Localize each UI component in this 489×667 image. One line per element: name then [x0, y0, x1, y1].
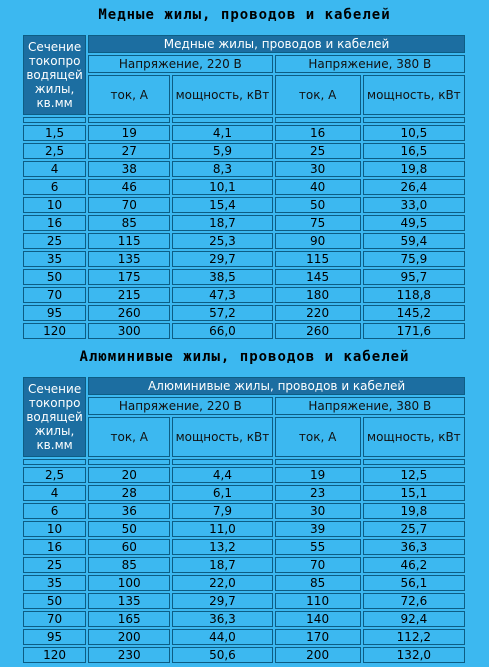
power-380-header: мощность, кВт [363, 417, 465, 457]
table-row [23, 179, 465, 195]
cell-current-220: 20 [88, 467, 170, 483]
cell-current-220: 85 [88, 215, 170, 231]
cell-power-220: 13,2 [172, 539, 272, 555]
cell-current-380: 145 [275, 269, 361, 285]
cell-current-380: 260 [275, 323, 361, 339]
voltage-380-header: Напряжение, 380 В [275, 397, 465, 415]
cell-current-380: 220 [275, 305, 361, 321]
cell-section: 2,5 [23, 143, 86, 159]
cell-current-220: 46 [88, 179, 170, 195]
cell-section: 35 [23, 575, 86, 591]
cell-power-220: 18,7 [172, 557, 272, 573]
aluminum-table [21, 375, 467, 665]
cell-power-220: 10,1 [172, 179, 272, 195]
cell-power-380: 26,4 [363, 179, 465, 195]
cell-current-220: 135 [88, 593, 170, 609]
cell-section: 10 [23, 521, 86, 537]
cell-section: 120 [23, 647, 86, 663]
cell-current-220: 70 [88, 197, 170, 213]
copper-table [21, 33, 467, 341]
table-row [23, 503, 465, 519]
cell-power-380: 118,8 [363, 287, 465, 303]
cell-power-220: 8,3 [172, 161, 272, 177]
cell-power-220: 18,7 [172, 215, 272, 231]
voltage-220-header: Напряжение, 220 В [88, 397, 272, 415]
cell-current-380: 115 [275, 251, 361, 267]
cell-power-380: 56,1 [363, 575, 465, 591]
cell-current-220: 215 [88, 287, 170, 303]
cell-section: 1,5 [23, 125, 86, 141]
cell-power-380: 36,3 [363, 539, 465, 555]
cell-section: 6 [23, 179, 86, 195]
table-row [23, 557, 465, 573]
cell-current-380: 30 [275, 503, 361, 519]
cell-current-380: 85 [275, 575, 361, 591]
table-row [23, 467, 465, 483]
power-220-header: мощность, кВт [172, 417, 272, 457]
cell-current-380: 40 [275, 179, 361, 195]
cell-current-220: 260 [88, 305, 170, 321]
table-row [23, 485, 465, 501]
cell-section: 4 [23, 161, 86, 177]
table-row [23, 305, 465, 321]
cell-current-380: 55 [275, 539, 361, 555]
cell-current-380: 70 [275, 557, 361, 573]
cell-current-220: 60 [88, 539, 170, 555]
cell-section: 95 [23, 629, 86, 645]
cell-power-380: 15,1 [363, 485, 465, 501]
cell-power-380: 95,7 [363, 269, 465, 285]
cell-section: 70 [23, 611, 86, 627]
cell-section: 120 [23, 323, 86, 339]
cell-current-380: 50 [275, 197, 361, 213]
cell-power-380: 19,8 [363, 161, 465, 177]
cell-power-380: 59,4 [363, 233, 465, 249]
cell-current-380: 16 [275, 125, 361, 141]
cell-section: 16 [23, 539, 86, 555]
table-row [23, 161, 465, 177]
cell-power-220: 4,1 [172, 125, 272, 141]
cell-current-220: 175 [88, 269, 170, 285]
cell-section: 25 [23, 233, 86, 249]
table-row [23, 647, 465, 663]
cell-power-220: 29,7 [172, 251, 272, 267]
cell-current-380: 180 [275, 287, 361, 303]
cell-power-220: 38,5 [172, 269, 272, 285]
cell-power-380: 46,2 [363, 557, 465, 573]
cell-power-380: 33,0 [363, 197, 465, 213]
cell-power-380: 92,4 [363, 611, 465, 627]
cell-current-220: 200 [88, 629, 170, 645]
cell-section: 50 [23, 593, 86, 609]
cell-power-220: 50,6 [172, 647, 272, 663]
cell-section: 4 [23, 485, 86, 501]
cell-power-380: 19,8 [363, 503, 465, 519]
cell-power-220: 5,9 [172, 143, 272, 159]
table-row [23, 215, 465, 231]
cell-power-220: 25,3 [172, 233, 272, 249]
section-column-header: Сечение токопро водящей жилы, кв.мм [23, 377, 86, 457]
table-row [23, 629, 465, 645]
cell-power-380: 171,6 [363, 323, 465, 339]
cell-section: 10 [23, 197, 86, 213]
cell-current-220: 38 [88, 161, 170, 177]
table-row [23, 143, 465, 159]
cell-power-220: 11,0 [172, 521, 272, 537]
table-row [23, 269, 465, 285]
cell-power-220: 57,2 [172, 305, 272, 321]
cell-current-220: 27 [88, 143, 170, 159]
table-row [23, 233, 465, 249]
cell-power-380: 49,5 [363, 215, 465, 231]
cell-current-220: 115 [88, 233, 170, 249]
cell-current-380: 140 [275, 611, 361, 627]
copper-section-title: Медные жилы, проводов и кабелей [98, 7, 391, 23]
cell-current-380: 23 [275, 485, 361, 501]
table-row [23, 323, 465, 339]
cell-current-220: 230 [88, 647, 170, 663]
cell-current-220: 135 [88, 251, 170, 267]
table-row [23, 197, 465, 213]
cell-current-380: 39 [275, 521, 361, 537]
cell-current-380: 30 [275, 161, 361, 177]
header-spacer-row [23, 117, 465, 123]
table-row [23, 611, 465, 627]
power-220-header: мощность, кВт [172, 75, 272, 115]
table-row [23, 287, 465, 303]
table-row [23, 575, 465, 591]
aluminum-section-title: Алюминивые жилы, проводов и кабелей [79, 349, 410, 365]
header-spacer-row [23, 459, 465, 465]
cell-current-380: 90 [275, 233, 361, 249]
power-380-header: мощность, кВт [363, 75, 465, 115]
cell-current-380: 200 [275, 647, 361, 663]
main-column-header: Медные жилы, проводов и кабелей [88, 35, 465, 53]
cell-power-380: 75,9 [363, 251, 465, 267]
cell-current-380: 110 [275, 593, 361, 609]
cell-current-220: 50 [88, 521, 170, 537]
cell-section: 2,5 [23, 467, 86, 483]
cell-power-220: 15,4 [172, 197, 272, 213]
cell-current-220: 165 [88, 611, 170, 627]
cell-power-380: 112,2 [363, 629, 465, 645]
cell-power-380: 25,7 [363, 521, 465, 537]
cell-current-380: 75 [275, 215, 361, 231]
cell-power-380: 72,6 [363, 593, 465, 609]
cell-current-380: 25 [275, 143, 361, 159]
cell-current-220: 28 [88, 485, 170, 501]
cell-power-220: 29,7 [172, 593, 272, 609]
cell-current-220: 300 [88, 323, 170, 339]
cell-power-380: 12,5 [363, 467, 465, 483]
current-220-header: ток, А [88, 75, 170, 115]
main-column-header: Алюминивые жилы, проводов и кабелей [88, 377, 465, 395]
table-row [23, 539, 465, 555]
voltage-380-header: Напряжение, 380 В [275, 55, 465, 73]
cell-power-220: 47,3 [172, 287, 272, 303]
cell-current-380: 19 [275, 467, 361, 483]
cell-power-380: 16,5 [363, 143, 465, 159]
section-column-header: Сечение токопро водящей жилы, кв.мм [23, 35, 86, 115]
current-380-header: ток, А [275, 75, 361, 115]
voltage-220-header: Напряжение, 220 В [88, 55, 272, 73]
cell-current-220: 85 [88, 557, 170, 573]
cell-power-220: 6,1 [172, 485, 272, 501]
cell-power-220: 66,0 [172, 323, 272, 339]
cell-power-380: 10,5 [363, 125, 465, 141]
current-220-header: ток, А [88, 417, 170, 457]
cell-power-220: 22,0 [172, 575, 272, 591]
cell-section: 25 [23, 557, 86, 573]
table-row [23, 251, 465, 267]
table-row [23, 521, 465, 537]
cell-section: 6 [23, 503, 86, 519]
cell-power-220: 7,9 [172, 503, 272, 519]
cell-current-220: 100 [88, 575, 170, 591]
cell-section: 50 [23, 269, 86, 285]
cell-power-380: 145,2 [363, 305, 465, 321]
cell-current-380: 170 [275, 629, 361, 645]
cell-power-380: 132,0 [363, 647, 465, 663]
table-row [23, 593, 465, 609]
cell-current-220: 19 [88, 125, 170, 141]
cell-section: 95 [23, 305, 86, 321]
current-380-header: ток, А [275, 417, 361, 457]
cell-power-220: 36,3 [172, 611, 272, 627]
cell-section: 35 [23, 251, 86, 267]
table-row [23, 125, 465, 141]
cell-power-220: 44,0 [172, 629, 272, 645]
cell-section: 70 [23, 287, 86, 303]
cell-current-220: 36 [88, 503, 170, 519]
cell-power-220: 4,4 [172, 467, 272, 483]
cell-section: 16 [23, 215, 86, 231]
